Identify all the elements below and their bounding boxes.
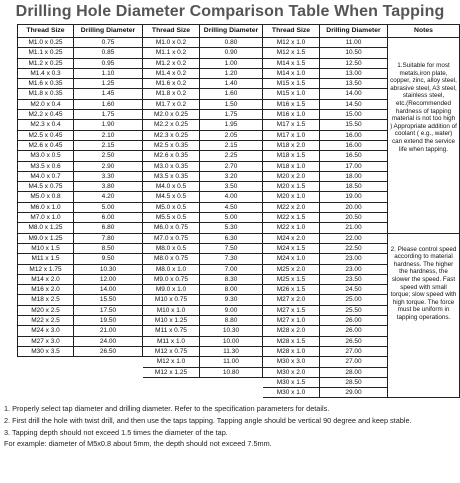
thread-size-cell: M20 x 1.5 bbox=[263, 182, 320, 192]
thread-size-cell: M11 x 1.5 bbox=[18, 254, 74, 264]
thread-size-cell: M12 x 0.75 bbox=[143, 346, 200, 356]
thread-size-cell: M24 x 1.5 bbox=[263, 243, 320, 253]
drilling-diameter-cell: 26.00 bbox=[320, 326, 388, 336]
thread-size-header: Thread Size bbox=[263, 25, 320, 38]
thread-size-cell: M17 x 1.5 bbox=[263, 120, 320, 130]
thread-size-cell: M22 x 1.0 bbox=[263, 223, 320, 233]
thread-size-cell: M20 x 1.0 bbox=[263, 192, 320, 202]
empty-cell bbox=[18, 357, 74, 367]
empty-cell bbox=[200, 388, 263, 398]
thread-size-cell: M18 x 1.5 bbox=[263, 151, 320, 161]
drilling-diameter-cell: 16.00 bbox=[320, 130, 388, 140]
drilling-diameter-cell: 8.50 bbox=[74, 243, 143, 253]
drilling-diameter-cell: 23.50 bbox=[320, 274, 388, 284]
thread-size-cell: M9.0 x 1.25 bbox=[18, 233, 74, 243]
thread-size-cell: M18 x 2.5 bbox=[18, 295, 74, 305]
thread-size-cell: M1.4 x 0.3 bbox=[18, 68, 74, 78]
drilling-diameter-cell: 10.30 bbox=[200, 326, 263, 336]
drilling-diameter-cell: 7.80 bbox=[74, 233, 143, 243]
thread-size-cell: M1.8 x 0.35 bbox=[18, 89, 74, 99]
drilling-diameter-cell: 1.25 bbox=[74, 79, 143, 89]
drill-size-table bbox=[17, 24, 460, 398]
thread-size-cell: M2.2 x 0.45 bbox=[18, 110, 74, 120]
thread-size-header: Thread Size bbox=[18, 25, 74, 38]
thread-size-cell: M20 x 2.5 bbox=[18, 305, 74, 315]
drilling-diameter-cell: 1.00 bbox=[200, 58, 263, 68]
drilling-diameter-cell: 19.50 bbox=[74, 316, 143, 326]
drilling-diameter-cell: 13.00 bbox=[320, 68, 388, 78]
thread-size-cell: M25 x 2.0 bbox=[263, 264, 320, 274]
empty-cell bbox=[143, 388, 200, 398]
thread-size-cell: M9.0 x 1.0 bbox=[143, 285, 200, 295]
drilling-diameter-cell: 12.00 bbox=[74, 274, 143, 284]
drilling-diameter-cell: 26.50 bbox=[320, 336, 388, 346]
thread-size-cell: M8.0 x 1.25 bbox=[18, 223, 74, 233]
thread-size-cell: M1.4 x 0.2 bbox=[143, 68, 200, 78]
drilling-diameter-cell: 25.50 bbox=[320, 305, 388, 315]
drilling-diameter-cell: 6.80 bbox=[74, 223, 143, 233]
thread-size-cell: M20 x 2.0 bbox=[263, 171, 320, 181]
notes-cell-2 bbox=[388, 233, 460, 398]
drilling-diameter-cell: 27.00 bbox=[320, 346, 388, 356]
thread-size-cell: M4.0 x 0.7 bbox=[18, 171, 74, 181]
drilling-diameter-cell: 2.70 bbox=[200, 161, 263, 171]
thread-size-cell: M28 x 1.0 bbox=[263, 346, 320, 356]
thread-size-cell: M1.6 x 0.35 bbox=[18, 79, 74, 89]
thread-size-cell: M11 x 0.75 bbox=[143, 326, 200, 336]
thread-size-cell: M5.5 x 0.5 bbox=[143, 213, 200, 223]
drilling-diameter-cell: 23.00 bbox=[320, 264, 388, 274]
thread-size-cell: M10 x 0.75 bbox=[143, 295, 200, 305]
empty-cell bbox=[143, 377, 200, 387]
thread-size-cell: M28 x 1.5 bbox=[263, 336, 320, 346]
drilling-diameter-cell: 20.50 bbox=[320, 213, 388, 223]
footer-instructions bbox=[4, 403, 456, 450]
thread-size-cell: M1.1 x 0.25 bbox=[18, 48, 74, 58]
thread-size-cell: M8.0 x 0.5 bbox=[143, 243, 200, 253]
drilling-diameter-cell: 19.00 bbox=[320, 192, 388, 202]
thread-size-cell: M22 x 1.5 bbox=[263, 213, 320, 223]
drilling-diameter-cell: 16.50 bbox=[320, 151, 388, 161]
thread-size-cell: M5.0 x 0.5 bbox=[143, 202, 200, 212]
drilling-diameter-cell: 16.00 bbox=[320, 140, 388, 150]
thread-size-cell: M12 x 1.0 bbox=[143, 357, 200, 367]
drilling-diameter-cell: 26.50 bbox=[74, 346, 143, 356]
drilling-diameter-cell: 5.00 bbox=[74, 202, 143, 212]
drilling-diameter-cell: 1.10 bbox=[74, 68, 143, 78]
thread-size-cell: M7.0 x 0.75 bbox=[143, 233, 200, 243]
thread-size-cell: M2.5 x 0.45 bbox=[18, 130, 74, 140]
thread-size-cell: M1.1 x 0.2 bbox=[143, 48, 200, 58]
drilling-diameter-cell: 11.30 bbox=[200, 346, 263, 356]
drilling-diameter-cell: 15.00 bbox=[320, 110, 388, 120]
drilling-diameter-cell: 0.80 bbox=[200, 38, 263, 48]
thread-size-cell: M4.0 x 0.5 bbox=[143, 182, 200, 192]
drilling-diameter-cell: 2.90 bbox=[74, 161, 143, 171]
empty-cell bbox=[18, 367, 74, 377]
thread-size-cell: M10 x 1.25 bbox=[143, 316, 200, 326]
drilling-diameter-cell: 22.00 bbox=[320, 233, 388, 243]
thread-size-cell: M27 x 1.0 bbox=[263, 316, 320, 326]
drilling-diameter-cell: 18.50 bbox=[320, 182, 388, 192]
drilling-diameter-cell: 4.20 bbox=[74, 192, 143, 202]
thread-size-header: Thread Size bbox=[143, 25, 200, 38]
thread-size-cell: M2.3 x 0.4 bbox=[18, 120, 74, 130]
drilling-diameter-cell: 1.60 bbox=[200, 89, 263, 99]
thread-size-cell: M2.6 x 0.35 bbox=[143, 151, 200, 161]
thread-size-cell: M30 x 1.5 bbox=[263, 377, 320, 387]
drilling-diameter-cell: 21.00 bbox=[74, 326, 143, 336]
thread-size-cell: M12 x 1.75 bbox=[18, 264, 74, 274]
thread-size-cell: M24 x 1.0 bbox=[263, 254, 320, 264]
thread-size-cell: M18 x 1.0 bbox=[263, 161, 320, 171]
drilling-diameter-cell: 18.00 bbox=[320, 171, 388, 181]
thread-size-cell: M4.5 x 0.75 bbox=[18, 182, 74, 192]
page-title: Drilling Hole Diameter Comparison Table When Tapping bbox=[15, 3, 445, 20]
drilling-diameter-cell: 26.00 bbox=[320, 316, 388, 326]
thread-size-cell: M16 x 2.0 bbox=[18, 285, 74, 295]
drilling-diameter-cell: 10.30 bbox=[74, 264, 143, 274]
drilling-diameter-cell: 2.50 bbox=[74, 151, 143, 161]
drilling-diameter-cell: 1.90 bbox=[74, 120, 143, 130]
drilling-diameter-cell: 27.00 bbox=[320, 357, 388, 367]
thread-size-cell: M24 x 3.0 bbox=[18, 326, 74, 336]
drilling-diameter-cell: 7.00 bbox=[200, 264, 263, 274]
thread-size-cell: M22 x 2.0 bbox=[263, 202, 320, 212]
note-1b: etc.(Recommended hardness of tapping material is not too high ) Appropriate addition of coolant ( e.g., water) can extend the service life when tapping. bbox=[390, 99, 457, 153]
drilling-diameter-header: Drilling Diameter bbox=[200, 25, 263, 38]
footer-line: 3. Tapping depth should not exceed 1.5 times the diameter of the tap. bbox=[4, 427, 228, 437]
drilling-diameter-cell: 24.00 bbox=[74, 336, 143, 346]
drilling-diameter-cell: 17.00 bbox=[320, 161, 388, 171]
drilling-diameter-cell: 1.75 bbox=[200, 110, 263, 120]
thread-size-cell: M14 x 1.0 bbox=[263, 68, 320, 78]
thread-size-cell: M1.2 x 0.2 bbox=[143, 58, 200, 68]
drilling-diameter-cell: 0.95 bbox=[74, 58, 143, 68]
empty-cell bbox=[74, 377, 143, 387]
thread-size-cell: M24 x 2.0 bbox=[263, 233, 320, 243]
thread-size-cell: M1.8 x 0.2 bbox=[143, 89, 200, 99]
thread-size-cell: M30 x 1.0 bbox=[263, 388, 320, 398]
thread-size-cell: M3.0 x 0.35 bbox=[143, 161, 200, 171]
thread-size-cell: M27 x 1.5 bbox=[263, 305, 320, 315]
drilling-diameter-cell: 10.50 bbox=[320, 48, 388, 58]
drilling-diameter-cell: 3.30 bbox=[74, 171, 143, 181]
drilling-diameter-cell: 20.00 bbox=[320, 202, 388, 212]
drilling-diameter-cell: 29.00 bbox=[320, 388, 388, 398]
note-1: 1.Suitable for most metals,iron plate, copper, zinc, alloy steel, abrasive steel, A3 steel, stainless steel, bbox=[390, 62, 457, 100]
thread-size-cell: M2.2 x 0.25 bbox=[143, 120, 200, 130]
drilling-diameter-cell: 12.50 bbox=[320, 58, 388, 68]
drilling-diameter-cell: 2.10 bbox=[74, 130, 143, 140]
table-header-row bbox=[18, 25, 460, 38]
thread-size-cell: M27 x 3.0 bbox=[18, 336, 74, 346]
footer-line: 2. First drill the hole with twist drill, and then use the taps tapping. Tapping angle should be vertical 90 degree and keep stable. bbox=[4, 415, 412, 425]
drilling-diameter-cell: 9.50 bbox=[74, 254, 143, 264]
thread-size-cell: M12 x 1.25 bbox=[143, 367, 200, 377]
drilling-diameter-cell: 9.30 bbox=[200, 295, 263, 305]
drilling-diameter-cell: 1.45 bbox=[74, 89, 143, 99]
thread-size-cell: M7.0 x 1.0 bbox=[18, 213, 74, 223]
thread-size-cell: M16 x 1.5 bbox=[263, 99, 320, 109]
thread-size-cell: M5.0 x 0.8 bbox=[18, 192, 74, 202]
thread-size-cell: M2.5 x 0.35 bbox=[143, 140, 200, 150]
thread-size-cell: M8.0 x 0.75 bbox=[143, 254, 200, 264]
thread-size-cell: M6.0 x 0.75 bbox=[143, 223, 200, 233]
thread-size-cell: M15 x 1.5 bbox=[263, 79, 320, 89]
thread-size-cell: M15 x 1.0 bbox=[263, 89, 320, 99]
drilling-diameter-cell: 8.80 bbox=[200, 316, 263, 326]
drilling-diameter-cell: 10.00 bbox=[200, 336, 263, 346]
drilling-diameter-cell: 23.00 bbox=[320, 254, 388, 264]
thread-size-cell: M27 x 2.0 bbox=[263, 295, 320, 305]
thread-size-cell: M10 x 1.0 bbox=[143, 305, 200, 315]
drilling-diameter-cell: 6.30 bbox=[200, 233, 263, 243]
thread-size-cell: M2.0 x 0.25 bbox=[143, 110, 200, 120]
drilling-diameter-cell: 3.80 bbox=[74, 182, 143, 192]
notes-header: Notes bbox=[388, 25, 460, 38]
thread-size-cell: M1.6 x 0.2 bbox=[143, 79, 200, 89]
drilling-diameter-cell: 2.15 bbox=[200, 140, 263, 150]
thread-size-cell: M1.0 x 0.2 bbox=[143, 38, 200, 48]
drilling-diameter-cell: 28.50 bbox=[320, 377, 388, 387]
drilling-diameter-cell: 15.50 bbox=[74, 295, 143, 305]
drilling-diameter-cell: 1.40 bbox=[200, 79, 263, 89]
thread-size-cell: M28 x 2.0 bbox=[263, 326, 320, 336]
thread-size-cell: M3.5 x 0.35 bbox=[143, 171, 200, 181]
drilling-diameter-cell: 21.00 bbox=[320, 223, 388, 233]
drilling-diameter-cell: 1.60 bbox=[74, 99, 143, 109]
drilling-diameter-cell: 3.50 bbox=[200, 182, 263, 192]
thread-size-cell: M17 x 1.0 bbox=[263, 130, 320, 140]
thread-size-cell: M22 x 2.5 bbox=[18, 316, 74, 326]
drilling-diameter-cell: 15.50 bbox=[320, 120, 388, 130]
empty-cell bbox=[74, 388, 143, 398]
thread-size-cell: M30 x 2.0 bbox=[263, 367, 320, 377]
thread-size-cell: M10 x 1.5 bbox=[18, 243, 74, 253]
drilling-diameter-cell: 14.50 bbox=[320, 99, 388, 109]
drilling-diameter-cell: 13.50 bbox=[320, 79, 388, 89]
table-row bbox=[18, 233, 460, 243]
drilling-diameter-cell: 0.85 bbox=[74, 48, 143, 58]
thread-size-cell: M2.0 x 0.4 bbox=[18, 99, 74, 109]
note-2: 2. Please control speed according to material hardness. The higher the hardness, the slower the speed. Fast speed with small torque; slow speed with high torque. The force must be uniform in tapping operations. bbox=[390, 245, 457, 321]
drilling-diameter-cell: 11.00 bbox=[320, 38, 388, 48]
empty-cell bbox=[18, 377, 74, 387]
drilling-diameter-cell: 1.50 bbox=[200, 99, 263, 109]
empty-cell bbox=[74, 357, 143, 367]
thread-size-cell: M4.5 x 0.5 bbox=[143, 192, 200, 202]
thread-size-cell: M26 x 1.5 bbox=[263, 285, 320, 295]
thread-size-cell: M30 x 3.5 bbox=[18, 346, 74, 356]
thread-size-cell: M1.7 x 0.2 bbox=[143, 99, 200, 109]
drilling-diameter-cell: 8.00 bbox=[200, 285, 263, 295]
drilling-diameter-cell: 5.30 bbox=[200, 223, 263, 233]
drilling-diameter-cell: 2.05 bbox=[200, 130, 263, 140]
drilling-diameter-cell: 1.95 bbox=[200, 120, 263, 130]
footer-line: For example: diameter of M5x0.8 about 5mm, the depth should not exceed 7.5mm. bbox=[4, 439, 272, 449]
drilling-diameter-cell: 1.75 bbox=[74, 110, 143, 120]
drilling-diameter-cell: 0.75 bbox=[74, 38, 143, 48]
thread-size-cell: M6.0 x 1.0 bbox=[18, 202, 74, 212]
drilling-diameter-cell: 22.50 bbox=[320, 243, 388, 253]
thread-size-cell: M2.6 x 0.45 bbox=[18, 140, 74, 150]
thread-size-cell: M1.0 x 0.25 bbox=[18, 38, 74, 48]
drilling-diameter-cell: 2.25 bbox=[200, 151, 263, 161]
drilling-diameter-cell: 3.20 bbox=[200, 171, 263, 181]
thread-size-cell: M14 x 1.5 bbox=[263, 58, 320, 68]
thread-size-cell: M12 x 1.0 bbox=[263, 38, 320, 48]
drilling-diameter-cell: 10.80 bbox=[200, 367, 263, 377]
drilling-diameter-cell: 8.30 bbox=[200, 274, 263, 284]
thread-size-cell: M1.2 x 0.25 bbox=[18, 58, 74, 68]
thread-size-cell: M8.0 x 1.0 bbox=[143, 264, 200, 274]
drilling-diameter-cell: 11.00 bbox=[200, 357, 263, 367]
drilling-diameter-cell: 2.15 bbox=[74, 140, 143, 150]
thread-size-cell: M14 x 2.0 bbox=[18, 274, 74, 284]
drilling-diameter-cell: 0.90 bbox=[200, 48, 263, 58]
drilling-diameter-cell: 4.50 bbox=[200, 202, 263, 212]
drilling-diameter-header: Drilling Diameter bbox=[74, 25, 143, 38]
thread-size-cell: M2.3 x 0.25 bbox=[143, 130, 200, 140]
drilling-diameter-cell: 1.20 bbox=[200, 68, 263, 78]
drilling-diameter-cell: 14.00 bbox=[74, 285, 143, 295]
drilling-diameter-cell: 5.00 bbox=[200, 213, 263, 223]
thread-size-cell: M25 x 1.5 bbox=[263, 274, 320, 284]
drilling-diameter-cell: 7.30 bbox=[200, 254, 263, 264]
drilling-diameter-header: Drilling Diameter bbox=[320, 25, 388, 38]
drilling-diameter-cell: 4.00 bbox=[200, 192, 263, 202]
thread-size-cell: M9.0 x 0.75 bbox=[143, 274, 200, 284]
thread-size-cell: M12 x 1.5 bbox=[263, 48, 320, 58]
notes-cell-1 bbox=[388, 38, 460, 234]
thread-size-cell: M30 x 3.0 bbox=[263, 357, 320, 367]
empty-cell bbox=[18, 388, 74, 398]
thread-size-cell: M3.0 x 0.5 bbox=[18, 151, 74, 161]
drilling-diameter-cell: 9.00 bbox=[200, 305, 263, 315]
drilling-diameter-cell: 24.50 bbox=[320, 285, 388, 295]
drilling-diameter-cell: 25.00 bbox=[320, 295, 388, 305]
drilling-diameter-cell: 17.50 bbox=[74, 305, 143, 315]
thread-size-cell: M3.5 x 0.6 bbox=[18, 161, 74, 171]
drilling-diameter-cell: 28.00 bbox=[320, 367, 388, 377]
drilling-diameter-cell: 7.50 bbox=[200, 243, 263, 253]
thread-size-cell: M11 x 1.0 bbox=[143, 336, 200, 346]
thread-size-cell: M18 x 2.0 bbox=[263, 140, 320, 150]
footer-line: 1. Properly select tap diameter and drilling diameter. Refer to the specification parameters for details. bbox=[4, 404, 330, 413]
empty-cell bbox=[200, 377, 263, 387]
empty-cell bbox=[74, 367, 143, 377]
table-row bbox=[18, 38, 460, 48]
thread-size-cell: M16 x 1.0 bbox=[263, 110, 320, 120]
drilling-diameter-cell: 14.00 bbox=[320, 89, 388, 99]
drilling-diameter-cell: 6.00 bbox=[74, 213, 143, 223]
